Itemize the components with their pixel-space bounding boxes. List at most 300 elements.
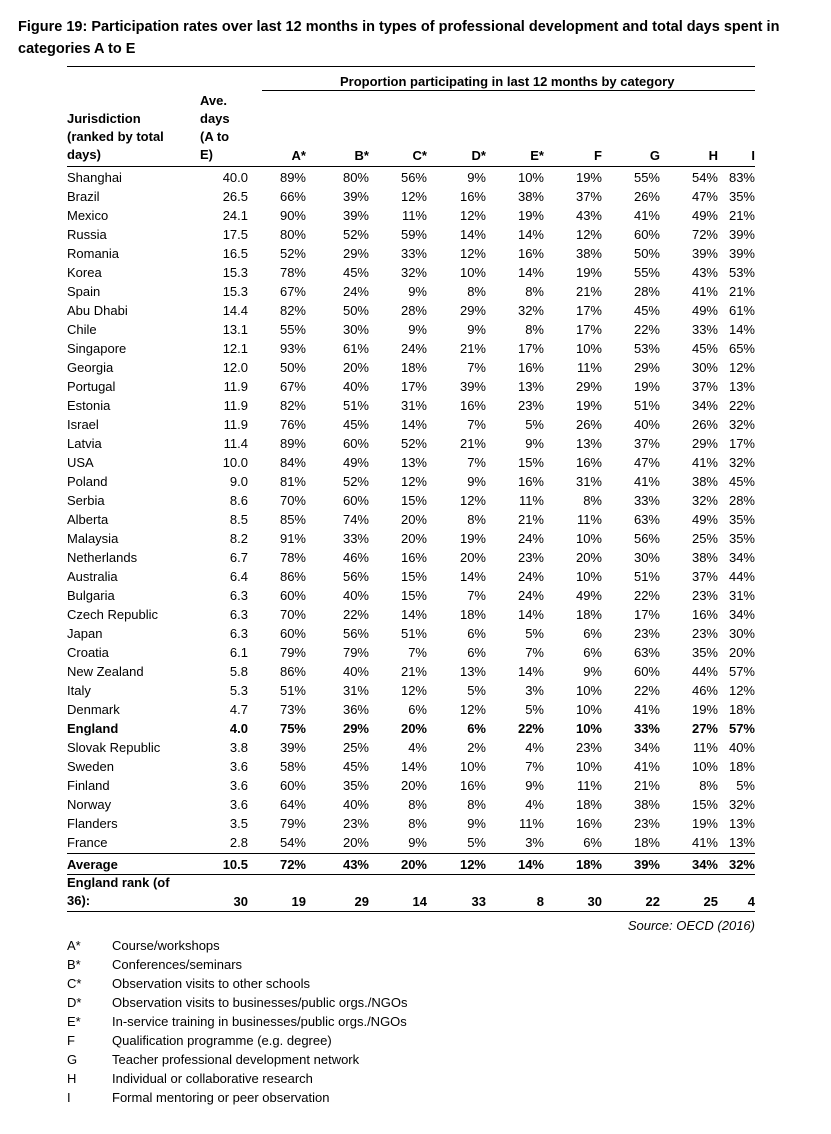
percent-cell: 61% [728,303,755,318]
percent-cell: 15% [400,493,427,508]
percent-cell: 13% [728,816,755,831]
legend-item [0,974,831,993]
percent-cell: 28% [633,284,660,299]
ave-days-cell: 26.5 [222,189,248,204]
legend-code: I [67,1090,71,1105]
percent-cell: 45% [728,474,755,489]
percent-cell: 44% [691,664,718,679]
percent-cell: 56% [633,531,660,546]
percent-cell: 53% [633,341,660,356]
percent-cell: 16% [517,474,544,489]
percent-cell: 5% [736,778,755,793]
table-row [0,282,831,301]
percent-cell: 36% [342,702,369,717]
percent-cell: 31% [400,398,427,413]
jurisdiction-name: Russia [67,227,107,242]
percent-cell: 78% [279,550,306,565]
percent-cell: 47% [691,189,718,204]
percent-cell: 16% [517,246,544,261]
percent-cell: 15% [400,569,427,584]
table-row [0,833,831,852]
percent-cell: 11% [401,208,427,223]
percent-cell: 6% [467,626,486,641]
percent-cell: 20% [342,835,369,850]
jurisdiction-name: Czech Republic [67,607,159,622]
percent-cell: 34% [633,740,660,755]
percent-cell: 20% [728,645,755,660]
ave-days-cell: 11.9 [223,398,248,413]
table-row [0,168,831,187]
category-header-h: H [708,148,718,163]
percent-cell: 12% [400,474,427,489]
percent-cell: 28% [728,493,755,508]
jurisdiction-name: Norway [67,797,112,812]
percent-cell: 34% [728,550,755,565]
percent-cell: 86% [279,664,306,679]
percent-cell: 43% [575,208,602,223]
percent-cell: 10% [575,702,602,717]
percent-cell: 83% [728,170,755,185]
percent-cell: 13% [728,835,755,850]
jurisdiction-header-line: Jurisdiction [67,111,141,126]
percent-cell: 31% [728,588,755,603]
percent-cell: 14% [517,265,544,280]
percent-cell: 4% [525,740,544,755]
percent-cell: 21% [517,512,544,527]
percent-cell: 41% [691,455,718,470]
table-row [0,681,831,700]
percent-cell: 15% [400,588,427,603]
percent-cell: 31% [342,683,369,698]
percent-cell: 55% [279,322,306,337]
percent-cell: 20% [400,778,427,793]
percent-cell: 25% [691,531,718,546]
percent-cell: 39% [459,379,486,394]
percent-cell: 11% [518,493,544,508]
percent-cell: 89% [279,436,306,451]
legend-code: G [67,1052,78,1067]
legend-description: Observation visits to other schools [112,976,310,991]
ave-days-cell: 8.5 [229,512,248,527]
percent-cell: 32% [728,417,755,432]
percent-cell: 67% [279,284,306,299]
percent-cell: 7% [467,360,486,375]
percent-cell: 35% [728,531,755,546]
ave-days-cell: 10.0 [222,455,248,470]
percent-cell: 84% [279,455,306,470]
table-row [0,586,831,605]
percent-cell: 19% [575,265,602,280]
percent-cell: 45% [342,759,369,774]
jurisdiction-name: Abu Dhabi [67,303,128,318]
percent-cell: 12% [459,702,486,717]
table-row [0,339,831,358]
percent-cell: 29% [342,246,369,261]
ave-days-cell: 8.2 [229,531,248,546]
table-row [0,776,831,795]
percent-cell: 53% [728,265,755,280]
percent-cell: 47% [633,455,660,470]
percent-cell: 26% [575,417,602,432]
percent-cell: 22% [517,721,544,736]
percent-cell: 39% [728,246,755,261]
table-row [0,244,831,263]
percent-cell: 7% [467,417,486,432]
table-row [0,320,831,339]
average-cell: 43% [342,857,369,872]
percent-cell: 10% [575,531,602,546]
percent-cell: 76% [279,417,306,432]
percent-cell: 46% [342,550,369,565]
average-cell: 18% [575,857,602,872]
legend-code: H [67,1071,77,1086]
percent-cell: 8% [467,512,486,527]
category-header-c: C* [412,148,427,163]
percent-cell: 17% [728,436,755,451]
percent-cell: 52% [342,227,369,242]
jurisdiction-name: Australia [67,569,118,584]
percent-cell: 18% [728,702,755,717]
percent-cell: 50% [279,360,306,375]
percent-cell: 20% [400,721,427,736]
percent-cell: 16% [575,816,602,831]
percent-cell: 41% [633,474,660,489]
table-row [0,472,831,491]
legend-item [0,936,831,955]
table-row [0,225,831,244]
percent-cell: 13% [575,436,602,451]
percent-cell: 24% [517,588,544,603]
percent-cell: 15% [517,455,544,470]
legend-code: D* [67,995,82,1010]
percent-cell: 81% [279,474,306,489]
percent-cell: 10% [575,683,602,698]
percent-cell: 8% [467,284,486,299]
england-rank-row [0,874,831,912]
percent-cell: 56% [342,626,369,641]
percent-cell: 60% [279,588,306,603]
jurisdiction-name: Sweden [67,759,114,774]
percent-cell: 24% [517,531,544,546]
percent-cell: 21% [728,208,755,223]
jurisdiction-name: Mexico [67,208,109,223]
percent-cell: 9% [408,322,427,337]
category-header-i: I [751,148,755,163]
table-row [0,662,831,681]
percent-cell: 21% [459,341,486,356]
average-row [0,855,831,874]
percent-cell: 21% [728,284,755,299]
percent-cell: 60% [279,778,306,793]
percent-cell: 79% [279,645,306,660]
percent-cell: 35% [691,645,718,660]
percent-cell: 12% [728,360,755,375]
percent-cell: 23% [633,816,660,831]
average-cell: 12% [459,857,486,872]
percent-cell: 8% [525,284,544,299]
percent-cell: 55% [633,265,660,280]
percent-cell: 49% [342,455,369,470]
percent-cell: 4% [408,740,427,755]
percent-cell: 6% [467,645,486,660]
percent-cell: 40% [342,588,369,603]
table-row [0,719,831,738]
category-header-a: A* [291,148,306,163]
average-cell: 72% [279,857,306,872]
percent-cell: 55% [633,170,660,185]
england-rank-cell: 29 [354,894,369,909]
rank-bottom-rule [67,911,755,912]
table-row [0,206,831,225]
average-cell: 20% [400,857,427,872]
percent-cell: 49% [691,512,718,527]
ave-days-cell: 6.7 [229,550,248,565]
ave-days-cell: 5.8 [229,664,248,679]
percent-cell: 16% [400,550,427,565]
percent-cell: 13% [517,379,544,394]
percent-cell: 6% [583,645,602,660]
percent-cell: 12% [575,227,602,242]
legend-code: F [67,1033,75,1048]
legend-item [0,993,831,1012]
percent-cell: 23% [633,626,660,641]
percent-cell: 24% [342,284,369,299]
percent-cell: 14% [459,227,486,242]
percent-cell: 33% [342,531,369,546]
percent-cell: 24% [400,341,427,356]
percent-cell: 52% [279,246,306,261]
percent-cell: 13% [728,379,755,394]
percent-cell: 17% [575,322,602,337]
percent-cell: 51% [279,683,306,698]
percent-cell: 2% [467,740,486,755]
category-header-g: G [649,148,660,163]
percent-cell: 21% [459,436,486,451]
percent-cell: 15% [691,797,718,812]
percent-cell: 11% [576,360,602,375]
percent-cell: 20% [575,550,602,565]
table-row [0,263,831,282]
ave-days-cell: 11.9 [223,379,248,394]
average-cell: 14% [517,857,544,872]
percent-cell: 39% [342,189,369,204]
jurisdiction-name: New Zealand [67,664,144,679]
percent-cell: 19% [575,398,602,413]
percent-cell: 7% [467,588,486,603]
ave-days-cell: 14.4 [222,303,248,318]
table-row [0,548,831,567]
percent-cell: 33% [400,246,427,261]
percent-cell: 63% [633,512,660,527]
jurisdiction-name: Romania [67,246,120,261]
jurisdiction-name: Spain [67,284,101,299]
category-header-e: E* [530,148,544,163]
jurisdiction-name: Malaysia [67,531,119,546]
jurisdiction-name: Serbia [67,493,105,508]
jurisdiction-name: Bulgaria [67,588,115,603]
legend-description: Observation visits to businesses/public orgs./NGOs [112,995,408,1010]
percent-cell: 11% [692,740,718,755]
england-rank-label [67,874,170,910]
percent-cell: 32% [728,455,755,470]
percent-cell: 29% [633,360,660,375]
jurisdiction-name: France [67,835,108,850]
source-note: Source: OECD (2016) [627,918,755,933]
table-row [0,434,831,453]
percent-cell: 12% [459,246,486,261]
percent-cell: 12% [728,683,755,698]
percent-cell: 6% [583,626,602,641]
percent-cell: 70% [279,493,306,508]
percent-cell: 7% [525,645,544,660]
ave-days-cell: 3.5 [229,816,248,831]
legend-item [0,1031,831,1050]
percent-cell: 35% [342,778,369,793]
super-header-rule [262,90,755,91]
ave-days-cell: 6.3 [229,588,248,603]
percent-cell: 10% [691,759,718,774]
ave-days-cell: 15.3 [222,284,248,299]
percent-cell: 37% [575,189,602,204]
ave-days-cell: 16.5 [222,246,248,261]
percent-cell: 9% [467,474,486,489]
percent-cell: 22% [728,398,755,413]
percent-cell: 8% [583,493,602,508]
percent-cell: 51% [342,398,369,413]
table-row [0,358,831,377]
percent-cell: 51% [633,569,660,584]
percent-cell: 66% [279,189,306,204]
percent-cell: 75% [279,721,306,736]
jurisdiction-name: Slovak Republic [67,740,161,755]
percent-cell: 8% [408,797,427,812]
percent-cell: 29% [575,379,602,394]
percent-cell: 20% [400,531,427,546]
ave-days-cell: 11.4 [223,436,248,451]
percent-cell: 32% [517,303,544,318]
percent-cell: 82% [279,398,306,413]
percent-cell: 12% [400,189,427,204]
percent-cell: 7% [467,455,486,470]
percent-cell: 19% [691,816,718,831]
percent-cell: 45% [633,303,660,318]
percent-cell: 14% [517,227,544,242]
percent-cell: 9% [408,284,427,299]
percent-cell: 57% [728,721,755,736]
percent-cell: 17% [517,341,544,356]
percent-cell: 24% [517,569,544,584]
ave-days-header-line: days [200,111,230,126]
percent-cell: 38% [691,474,718,489]
jurisdiction-name: Netherlands [67,550,138,565]
percent-cell: 5% [525,702,544,717]
percent-cell: 21% [400,664,427,679]
ave-days-header [200,92,248,164]
ave-days-cell: 12.0 [222,360,248,375]
percent-cell: 32% [728,797,755,812]
percent-cell: 40% [633,417,660,432]
jurisdiction-name: Denmark [67,702,120,717]
percent-cell: 6% [408,702,427,717]
percent-cell: 60% [342,493,369,508]
figure-title: Figure 19: Participation rates over last 12 months in types of professional development and total days spent in categories A to E [18,19,780,57]
percent-cell: 74% [342,512,369,527]
percent-cell: 27% [691,721,718,736]
ave-days-cell: 3.6 [229,759,248,774]
table-row [0,700,831,719]
percent-cell: 23% [342,816,369,831]
ave-days-cell: 11.9 [223,417,248,432]
ave-days-cell: 4.7 [229,702,248,717]
ave-days-cell: 6.1 [229,645,248,660]
percent-cell: 51% [400,626,427,641]
percent-cell: 9% [525,436,544,451]
jurisdiction-name: Japan [67,626,103,641]
england-rank-cell: 8 [536,894,544,909]
percent-cell: 91% [279,531,306,546]
table-row [0,757,831,776]
ave-days-cell: 40.0 [222,170,248,185]
percent-cell: 49% [575,588,602,603]
ave-days-header-line: (A to [200,129,230,144]
jurisdiction-name: Italy [67,683,91,698]
ave-days-cell: 13.1 [222,322,248,337]
percent-cell: 9% [583,664,602,679]
percent-cell: 29% [691,436,718,451]
percent-cell: 3% [525,835,544,850]
ave-days-header-line: Ave. [200,93,227,108]
percent-cell: 60% [633,227,660,242]
percent-cell: 23% [691,626,718,641]
legend-item [0,1012,831,1031]
jurisdiction-name: Israel [67,417,99,432]
percent-cell: 41% [691,284,718,299]
average-cell: 39% [633,857,660,872]
percent-cell: 41% [633,759,660,774]
percent-cell: 10% [575,759,602,774]
ave-days-cell: 15.3 [222,265,248,280]
jurisdiction-name: Shanghai [67,170,122,185]
table-row [0,624,831,643]
average-label: Average [67,857,118,872]
percent-cell: 14% [400,417,427,432]
percent-cell: 18% [575,797,602,812]
percent-cell: 60% [633,664,660,679]
jurisdiction-header-line: (ranked by total [67,129,164,144]
percent-cell: 12% [459,208,486,223]
average-top-rule [67,853,755,854]
percent-cell: 10% [575,721,602,736]
table-row [0,415,831,434]
percent-cell: 23% [517,550,544,565]
jurisdiction-name: Finland [67,778,110,793]
percent-cell: 10% [459,265,486,280]
legend-description: Course/workshops [112,938,220,953]
ave-days-cell: 8.6 [229,493,248,508]
percent-cell: 17% [400,379,427,394]
ave-days-cell: 17.5 [222,227,248,242]
percent-cell: 59% [400,227,427,242]
percent-cell: 35% [728,189,755,204]
percent-cell: 23% [575,740,602,755]
table-row [0,643,831,662]
ave-days-cell: 3.6 [229,778,248,793]
percent-cell: 34% [691,398,718,413]
percent-cell: 5% [467,683,486,698]
percent-cell: 12% [459,493,486,508]
percent-cell: 39% [728,227,755,242]
ave-days-cell: 3.6 [229,797,248,812]
